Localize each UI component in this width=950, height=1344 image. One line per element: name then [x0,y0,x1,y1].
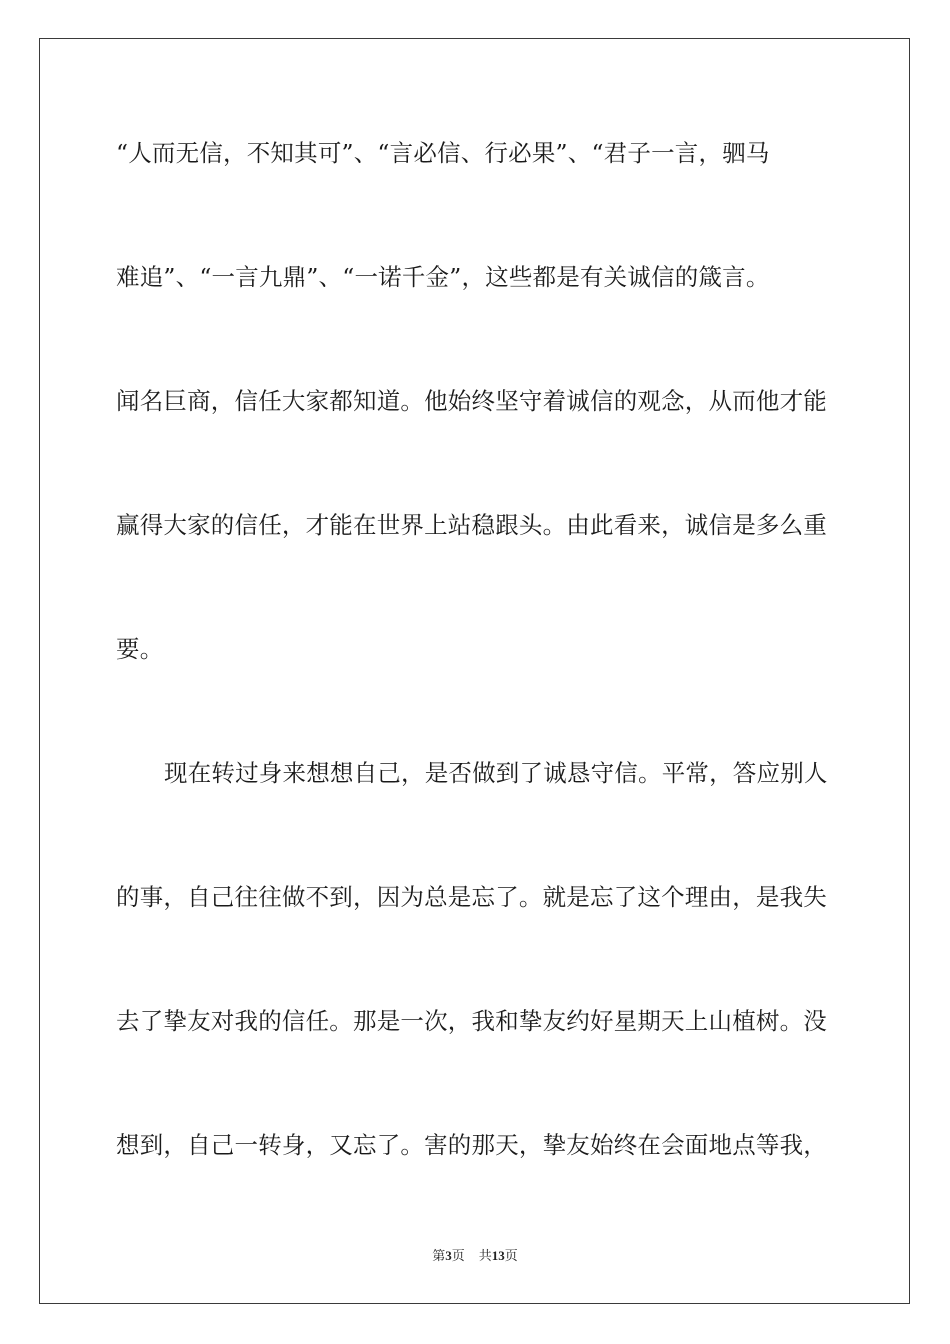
text-line-4: 赢得大家的信任，才能在世界上站稳跟头。由此看来，诚信是多么重 [116,511,827,539]
text-line-7: 的事，自己往往做不到，因为总是忘了。就是忘了这个理由，是我失 [116,883,827,911]
footer-total-pages: 13 [491,1248,505,1263]
text-line-2: 难追”、“一言九鼎”、“一诺千金”，这些都是有关诚信的箴言。 [116,263,770,291]
footer-page-suffix: 页 [451,1248,465,1263]
page-border [39,38,910,1304]
text-line-8: 去了挚友对我的信任。那是一次，我和挚友约好星期天上山植树。没 [116,1007,827,1035]
footer-total-suffix: 页 [504,1248,518,1263]
text-line-3: 闻名巨商，信任大家都知道。他始终坚守着诚信的观念，从而他才能 [116,387,827,415]
footer-page-prefix: 第 [432,1248,446,1263]
footer-total-prefix: 共 [478,1248,492,1263]
text-line-6: 现在转过身来想想自己，是否做到了诚恳守信。平常，答应别人 [164,759,828,787]
text-line-9: 想到，自己一转身，又忘了。害的那天，挚友始终在会面地点等我， [116,1131,827,1159]
text-line-1: “人而无信，不知其可”、“言必信、行必果”、“君子一言，驷马 [116,139,770,167]
page-footer [0,1247,950,1265]
text-line-5: 要。 [116,635,164,663]
footer-page-number: 3 [445,1248,452,1263]
